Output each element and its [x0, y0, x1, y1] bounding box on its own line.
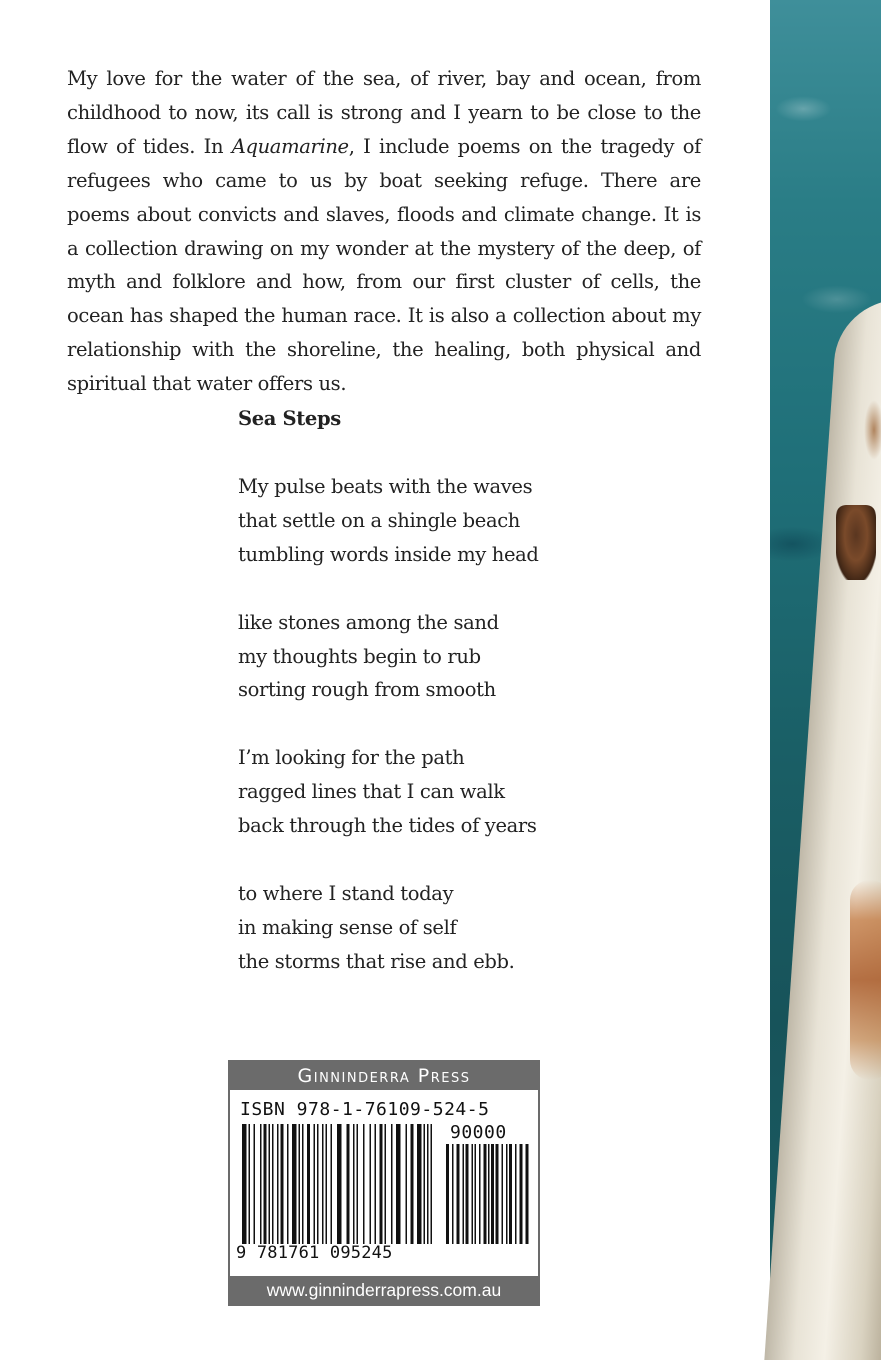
addon-bar	[452, 1144, 454, 1244]
addon-bar	[496, 1144, 499, 1244]
poem	[238, 402, 539, 1013]
barcode-bar	[317, 1124, 319, 1244]
barcode-bar	[299, 1124, 301, 1244]
stanza	[238, 877, 539, 979]
addon-bar	[520, 1144, 523, 1244]
addon-bar	[509, 1144, 512, 1244]
poem-line: like stones among the sand	[238, 610, 499, 634]
barcode-bar	[406, 1124, 408, 1244]
poem-line: back through the tides of years	[238, 814, 537, 838]
barcode-bar	[396, 1124, 401, 1244]
barcode-bar	[411, 1124, 414, 1244]
publisher-name: Ginninderra Press	[230, 1062, 538, 1090]
poem-line: I’m looking for the path	[238, 746, 465, 770]
barcode-bar	[363, 1124, 365, 1244]
addon-bar	[479, 1144, 481, 1244]
barcode-bar	[254, 1124, 256, 1244]
poem-line: the storms that rise and ebb.	[238, 949, 515, 973]
isbn-barcode-box	[228, 1060, 540, 1306]
barcode-bar	[249, 1124, 251, 1244]
barcode-bar	[287, 1124, 289, 1244]
publisher-url: www.ginninderrapress.com.au	[230, 1276, 538, 1304]
poem-line: in making sense of self	[238, 915, 457, 939]
addon-bar	[488, 1144, 490, 1244]
barcode-bar	[353, 1124, 355, 1244]
stanza	[238, 470, 539, 572]
addon-bar	[506, 1144, 508, 1244]
addon-bar	[526, 1144, 529, 1244]
barcode-bar	[281, 1124, 284, 1244]
stanza	[238, 741, 539, 843]
barcode-bar	[427, 1124, 429, 1244]
barcode-bar	[307, 1124, 310, 1244]
addon-bar	[472, 1144, 474, 1244]
ean-barcode	[240, 1124, 436, 1249]
poem-line: ragged lines that I can walk	[238, 780, 505, 804]
barcode-bar	[260, 1124, 262, 1244]
cover-blurb	[67, 62, 701, 401]
addon-bar	[463, 1144, 465, 1244]
barcode-bar	[380, 1124, 383, 1244]
barcode-bar	[277, 1124, 279, 1244]
barcode-bar	[417, 1124, 422, 1244]
price-addon-barcode	[444, 1144, 530, 1249]
barcode-bar	[385, 1124, 387, 1244]
barcode-bar	[292, 1124, 297, 1244]
barcode-bar	[322, 1124, 324, 1244]
ean-digits: 9 781761 095245	[236, 1243, 393, 1263]
rust-bolt	[836, 505, 876, 580]
blurb-part-2: , I include poems on the tragedy of refugees who came to us by boat seeking refuge. There are poems about convicts and slaves, floods and climate change. It is a collection drawing on my wonder at the mystery of the deep, of myth and folklore and how, from our first cluster of cells, the ocean has shaped the human race. It is also a collection about my relationship with the shoreline, the healing, both physical and spiritual that water offers us.	[67, 134, 701, 396]
barcode-bar	[302, 1124, 304, 1244]
addon-bar	[446, 1144, 449, 1244]
barcode-bar	[424, 1124, 426, 1244]
addon-bar	[457, 1144, 460, 1244]
addon-bar	[475, 1144, 477, 1244]
poem-line: my thoughts begin to rub	[238, 644, 481, 668]
rust-stain	[850, 880, 881, 1080]
price-code: 90000	[450, 1122, 507, 1143]
rust-spot	[864, 400, 881, 460]
barcode-bar	[272, 1124, 274, 1244]
addon-bar	[484, 1144, 487, 1244]
barcode-bar	[357, 1124, 359, 1244]
addon-bar	[466, 1144, 469, 1244]
isbn-number: ISBN 978-1-76109-524-5	[240, 1099, 490, 1120]
barcode-bar	[264, 1124, 267, 1244]
poem-line: sorting rough from smooth	[238, 678, 496, 702]
addon-bar	[502, 1144, 504, 1244]
addon-bar	[491, 1144, 494, 1244]
barcode-bar	[347, 1124, 350, 1244]
poem-line: to where I stand today	[238, 882, 454, 906]
barcode-bar	[242, 1124, 247, 1244]
barcode-bar	[314, 1124, 316, 1244]
barcode-bar	[375, 1124, 377, 1244]
barcode-bar	[391, 1124, 393, 1244]
addon-bar	[515, 1144, 517, 1244]
poem-line: My pulse beats with the waves	[238, 474, 533, 498]
barcode-bar	[370, 1124, 372, 1244]
barcode-bar	[337, 1124, 342, 1244]
barcode-bar	[331, 1124, 333, 1244]
stanza	[238, 606, 539, 708]
barcode-bar	[269, 1124, 271, 1244]
poem-line: that settle on a shingle beach	[238, 508, 521, 532]
blurb-part-1: My love for the water of the sea, of river, bay and ocean, from childhood to now, its call is strong and I yearn to be close to the flow of tides. In	[67, 67, 701, 158]
poem-line: tumbling words inside my head	[238, 542, 539, 566]
barcode-bar	[431, 1124, 433, 1244]
blurb-book-title: Aquamarine	[231, 134, 349, 158]
barcode-bar	[326, 1124, 328, 1244]
poem-title: Sea Steps	[238, 407, 341, 430]
